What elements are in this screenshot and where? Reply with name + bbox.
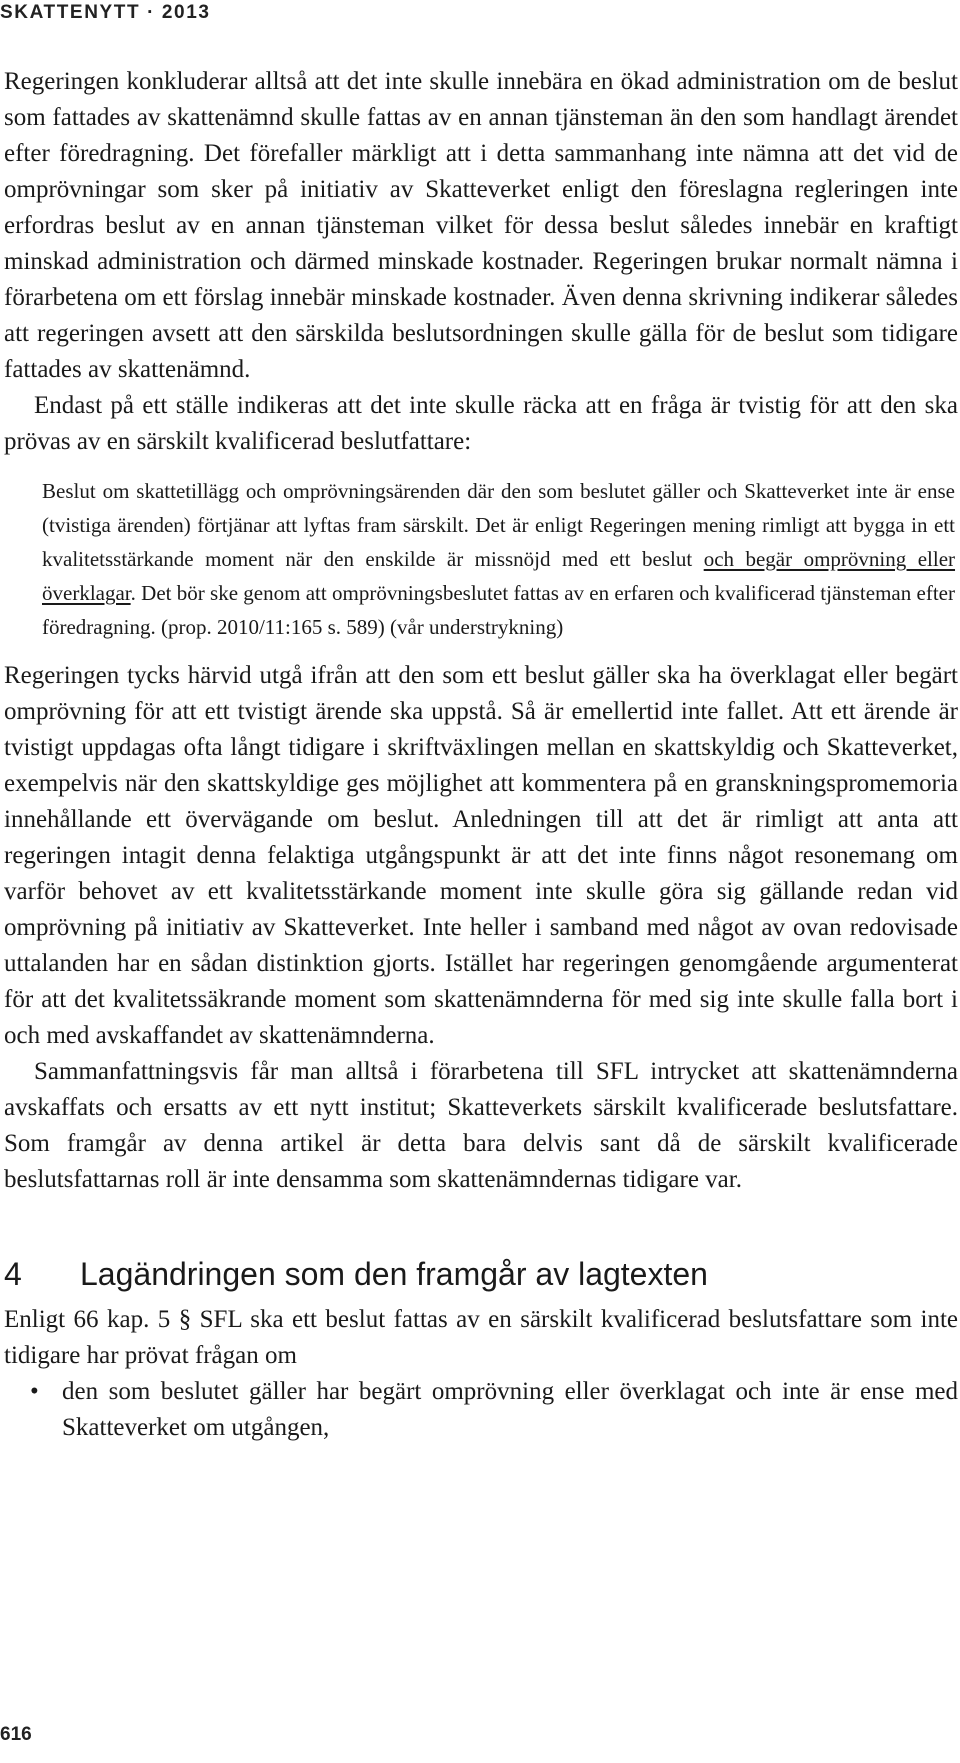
bullet-icon: • xyxy=(30,1378,39,1405)
quote-text xyxy=(42,474,955,644)
quote-text-start: Beslut om skattetillägg och omprövningsärenden där den som beslutet gäller och Skatteverket inte är ense (tvistiga ärenden) förtjänar att lyftas fram särskilt. Det är enligt Regeringen mening rimligt att bygga in ett kvalitetsstärkande moment när den enskilde är missnöjd med ett beslut xyxy=(42,479,955,571)
quote-text-end: . Det bör ske genom att omprövningsbeslutet fattas av en erfaren och kvalificerad tjänsteman efter föredragning. (prop. 2010/11:165 s. 589) (vår understrykning) xyxy=(42,581,955,639)
paragraph-3: Regeringen tycks härvid utgå ifrån att den som ett beslut gäller ska ha överklagat eller begärt omprövning för att ett tvistigt ärende ska uppstå. Så är emellertid inte fallet. Att ett ärende är tvistigt uppdagas ofta långt tidigare i skriftväxlingen mellan en skattskyldig och Skatteverket, exempelvis när den skattskyldige ges möjlighet att kommentera på en granskningspromemoria innehållande ett övervägande om beslut. Anledningen till att det är rimligt att anta att regeringen intagit denna felaktiga utgångspunkt är att det inte finns något resonemang om varför behovet av ett kvalitetsstärkande moment inte skulle göra sig gällande redan vid omprövning på initiativ av Skatteverket. Inte heller i samband med något av ovan redovisade uttalanden har en sådan distinktion gjorts. Istället har regeringen genomgående argumenterat för att det kvalitetssäkrande moment som skattenämnderna för med sig inte skulle falla bort i och med avskaffandet av skattenämnderna. xyxy=(4,662,958,1049)
paragraph-4: Sammanfattningsvis får man alltså i förarbetena till SFL intrycket att skattenämnderna avskaffats och ersatts av ett nytt institut; Skatteverkets särskilt kvalificerade beslutsfattare. Som framgår av denna artikel är detta bara delvis sant då de särskilt kvalificerade beslutsfattarnas roll är inte densamma som skattenämndernas tidigare var. xyxy=(4,1058,958,1193)
quote-underlined-text: och begär omprövning eller överklagar xyxy=(42,547,956,605)
section-title: Lagändringen som den framgår av lagtexten xyxy=(80,1256,708,1292)
paragraph-5: Enligt 66 kap. 5 § SFL ska ett beslut fattas av en särskilt kvalificerad beslutsfattare som inte tidigare har prövat frågan om xyxy=(4,1306,958,1369)
list-item-text: den som beslutet gäller har begärt omprövning eller överklagat och inte är ense med Skatteverket om utgången, xyxy=(62,1378,958,1441)
section-spacer xyxy=(4,1198,958,1252)
list-item xyxy=(4,1374,958,1446)
article-body xyxy=(4,64,958,1446)
paragraph-1: Regeringen konkluderar alltså att det inte skulle innebära en ökad administration om de beslut som fattades av skattenämnd skulle fattas av en annan tjänsteman än den som handlagt ärendet efter föredragning. Det förefaller märkligt att i detta sammanhang inte nämna att det vid de omprövningar som sker på initiativ av Skatteverket enligt den föreslagna regleringen inte erfordras beslut av en annan tjänsteman vilket för dessa beslut således innebär en kraftigt minskad administration och därmed minskade kostnader. Regeringen brukar normalt nämna i förarbetena om ett förslag innebär minskade kostnader. Även denna skrivning indikerar således att regeringen avsett att den särskilda beslutsordningen skulle gälla för de beslut som tidigare fattades av skattenämnd. xyxy=(4,68,958,383)
section-number: 4 xyxy=(4,1256,22,1292)
running-head: SKATTENYTT · 2013 xyxy=(0,2,211,23)
section-heading xyxy=(4,1252,958,1296)
page-number: 616 xyxy=(0,1724,32,1745)
block-quote xyxy=(42,474,955,644)
bullet-list xyxy=(4,1374,958,1446)
paragraph-2: Endast på ett ställe indikeras att det inte skulle räcka att en fråga är tvistig för att den ska prövas av en särskilt kvalificerad beslutfattare: xyxy=(4,392,958,455)
